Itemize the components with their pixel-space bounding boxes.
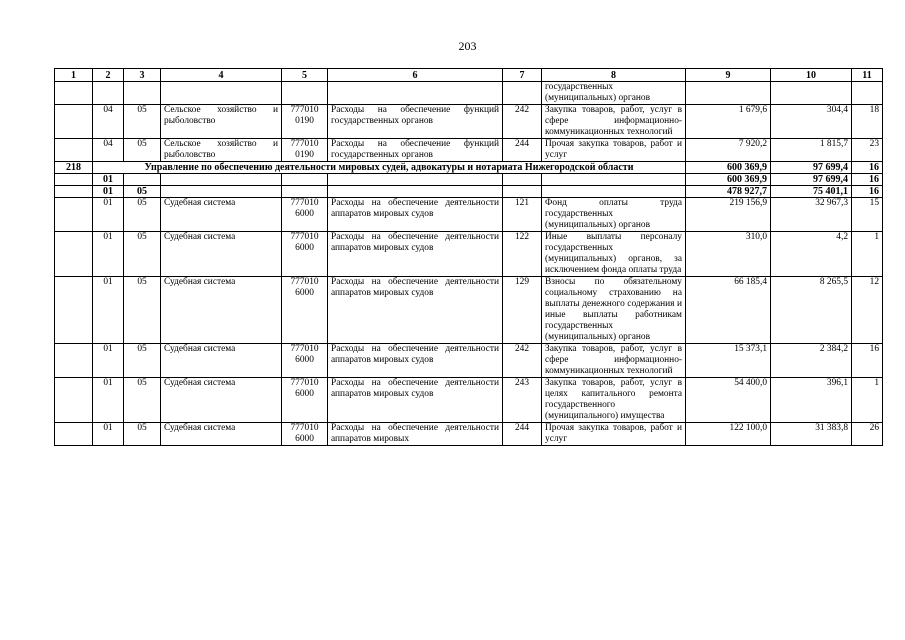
target-article [282, 174, 328, 186]
target-article [282, 82, 328, 105]
subsection-code: 05 [124, 344, 161, 378]
col-header: 1 [55, 69, 93, 82]
approved-amount: 600 369,9 [686, 174, 771, 186]
subsection-code: 05 [124, 423, 161, 446]
subsection-code: 05 [124, 105, 161, 139]
expense-type-name: государственных (муниципальных) органов [542, 82, 686, 105]
table-row [55, 162, 883, 174]
expense-type-code [503, 174, 542, 186]
executed-amount: 1 815,7 [771, 139, 852, 162]
execution-percent: 12 [852, 277, 883, 344]
target-article: 777010 6000 [282, 344, 328, 378]
executed-amount: 4,2 [771, 232, 852, 277]
row-code [55, 174, 93, 186]
section-code: 04 [93, 105, 124, 139]
row-code [55, 105, 93, 139]
target-article: 777010 0190 [282, 139, 328, 162]
target-article [282, 186, 328, 198]
row-code [55, 186, 93, 198]
section-code: 01 [93, 277, 124, 344]
table-row [55, 277, 883, 344]
expense-type-code: 244 [503, 423, 542, 446]
subsection-code: 05 [124, 198, 161, 232]
target-article-name: Расходы на обеспечение деятельности аппаратов мировых судов [328, 198, 503, 232]
subsection-code: 05 [124, 232, 161, 277]
subsection-code [124, 82, 161, 105]
table-row [55, 232, 883, 277]
target-article: 777010 0190 [282, 105, 328, 139]
execution-percent [852, 82, 883, 105]
budget-table [54, 68, 883, 446]
executed-amount: 304,4 [771, 105, 852, 139]
target-article-name: Расходы на обеспечение деятельности аппаратов мировых судов [328, 232, 503, 277]
table-row [55, 105, 883, 139]
section-name: Сельское хозяйство и рыболовство [161, 105, 282, 139]
executed-amount: 75 401,1 [771, 186, 852, 198]
col-header: 10 [771, 69, 852, 82]
approved-amount: 54 400,0 [686, 378, 771, 423]
subsection-code: 05 [124, 378, 161, 423]
execution-percent: 15 [852, 198, 883, 232]
expense-type-code: 122 [503, 232, 542, 277]
subsection-code: 05 [124, 139, 161, 162]
table-row [55, 378, 883, 423]
expense-type-name: Закупка товаров, работ, услуг в целях капитального ремонта государственного (муниципального) имущества [542, 378, 686, 423]
approved-amount: 15 373,1 [686, 344, 771, 378]
row-code [55, 277, 93, 344]
expense-type-code: 242 [503, 105, 542, 139]
section-code: 01 [93, 423, 124, 446]
row-code [55, 232, 93, 277]
execution-percent: 1 [852, 232, 883, 277]
expense-type-name: Взносы по обязательному социальному страхованию на выплаты денежного содержания и иные выплаты работникам государственных (муниципальных) органов [542, 277, 686, 344]
col-header: 5 [282, 69, 328, 82]
row-code [55, 423, 93, 446]
section-code: 01 [93, 198, 124, 232]
expense-type-name: Закупка товаров, работ, услуг в сфере информационно-коммуникационных технологий [542, 105, 686, 139]
col-header: 8 [542, 69, 686, 82]
execution-percent: 16 [852, 162, 883, 174]
executed-amount: 97 699,4 [771, 174, 852, 186]
table-row [55, 198, 883, 232]
section-name: Судебная система [161, 277, 282, 344]
approved-amount [686, 82, 771, 105]
expense-type-code [503, 82, 542, 105]
col-header: 9 [686, 69, 771, 82]
execution-percent: 23 [852, 139, 883, 162]
approved-amount: 66 185,4 [686, 277, 771, 344]
approved-amount: 310,0 [686, 232, 771, 277]
expense-type-code [503, 186, 542, 198]
approved-amount: 7 920,2 [686, 139, 771, 162]
target-article-name [328, 174, 503, 186]
approved-amount: 1 679,6 [686, 105, 771, 139]
approved-amount: 122 100,0 [686, 423, 771, 446]
col-header: 3 [124, 69, 161, 82]
target-article-name [328, 82, 503, 105]
executed-amount [771, 82, 852, 105]
expense-type-code: 244 [503, 139, 542, 162]
execution-percent: 16 [852, 174, 883, 186]
approved-amount: 600 369,9 [686, 162, 771, 174]
target-article-name: Расходы на обеспечение деятельности аппаратов мировых судов [328, 277, 503, 344]
execution-percent: 26 [852, 423, 883, 446]
expense-type-name: Закупка товаров, работ, услуг в сфере информационно-коммуникационных технологий [542, 344, 686, 378]
target-article-name: Расходы на обеспечение функций государственных органов [328, 139, 503, 162]
target-article-name: Расходы на обеспечение деятельности аппаратов мировых судов [328, 378, 503, 423]
row-code [55, 139, 93, 162]
section-name: Судебная система [161, 198, 282, 232]
executed-amount: 97 699,4 [771, 162, 852, 174]
subsection-code: 05 [124, 277, 161, 344]
header-row [55, 69, 883, 82]
section-code: 01 [93, 378, 124, 423]
expense-type-code: 242 [503, 344, 542, 378]
table-row [55, 344, 883, 378]
target-article: 777010 6000 [282, 277, 328, 344]
col-header: 11 [852, 69, 883, 82]
subsection-code: 05 [124, 186, 161, 198]
section-name: Судебная система [161, 378, 282, 423]
execution-percent: 16 [852, 186, 883, 198]
target-article: 777010 6000 [282, 378, 328, 423]
target-article: 777010 6000 [282, 198, 328, 232]
expense-type-name: Фонд оплаты труда государственных (муниципальных) органов [542, 198, 686, 232]
target-article: 777010 6000 [282, 423, 328, 446]
expense-type-name: Прочая закупка товаров, работ и услуг [542, 139, 686, 162]
expense-type-name [542, 174, 686, 186]
table-row [55, 82, 883, 105]
expense-type-code: 243 [503, 378, 542, 423]
section-name [161, 174, 282, 186]
section-code: 01 [93, 186, 124, 198]
expense-type-name [542, 186, 686, 198]
approved-amount: 219 156,9 [686, 198, 771, 232]
section-name: Сельское хозяйство и рыболовство [161, 139, 282, 162]
section-code: 01 [93, 344, 124, 378]
target-article-name: Расходы на обеспечение деятельности аппаратов мировых судов [328, 344, 503, 378]
section-code: 01 [93, 174, 124, 186]
subsection-code [124, 174, 161, 186]
executed-amount: 32 967,3 [771, 198, 852, 232]
section-name: Судебная система [161, 423, 282, 446]
section-code: 01 [93, 232, 124, 277]
department-title: Управление по обеспечению деятельности мировых судей, адвокатуры и нотариата Нижегородской области [93, 162, 686, 174]
department-code: 218 [55, 162, 93, 174]
section-code [93, 82, 124, 105]
executed-amount: 31 383,8 [771, 423, 852, 446]
section-name: Судебная система [161, 344, 282, 378]
executed-amount: 396,1 [771, 378, 852, 423]
row-code [55, 344, 93, 378]
target-article-name [328, 186, 503, 198]
table-row [55, 186, 883, 198]
expense-type-code: 129 [503, 277, 542, 344]
approved-amount: 478 927,7 [686, 186, 771, 198]
page-number: 203 [458, 39, 477, 53]
row-code [55, 378, 93, 423]
executed-amount: 8 265,5 [771, 277, 852, 344]
target-article-name: Расходы на обеспечение функций государственных органов [328, 105, 503, 139]
col-header: 6 [328, 69, 503, 82]
col-header: 7 [503, 69, 542, 82]
table-row [55, 174, 883, 186]
section-name [161, 186, 282, 198]
row-code [55, 198, 93, 232]
row-code [55, 82, 93, 105]
col-header: 4 [161, 69, 282, 82]
table-row [55, 139, 883, 162]
section-code: 04 [93, 139, 124, 162]
executed-amount: 2 384,2 [771, 344, 852, 378]
expense-type-name: Прочая закупка товаров, работ и услуг [542, 423, 686, 446]
expense-type-code: 121 [503, 198, 542, 232]
target-article: 777010 6000 [282, 232, 328, 277]
section-name [161, 82, 282, 105]
expense-type-name: Иные выплаты персоналу государственных (муниципальных) органов, за исключением фонда оплаты труда [542, 232, 686, 277]
table-row [55, 423, 883, 446]
target-article-name: Расходы на обеспечение деятельности аппаратов мировых [328, 423, 503, 446]
col-header: 2 [93, 69, 124, 82]
execution-percent: 1 [852, 378, 883, 423]
execution-percent: 18 [852, 105, 883, 139]
section-name: Судебная система [161, 232, 282, 277]
execution-percent: 16 [852, 344, 883, 378]
